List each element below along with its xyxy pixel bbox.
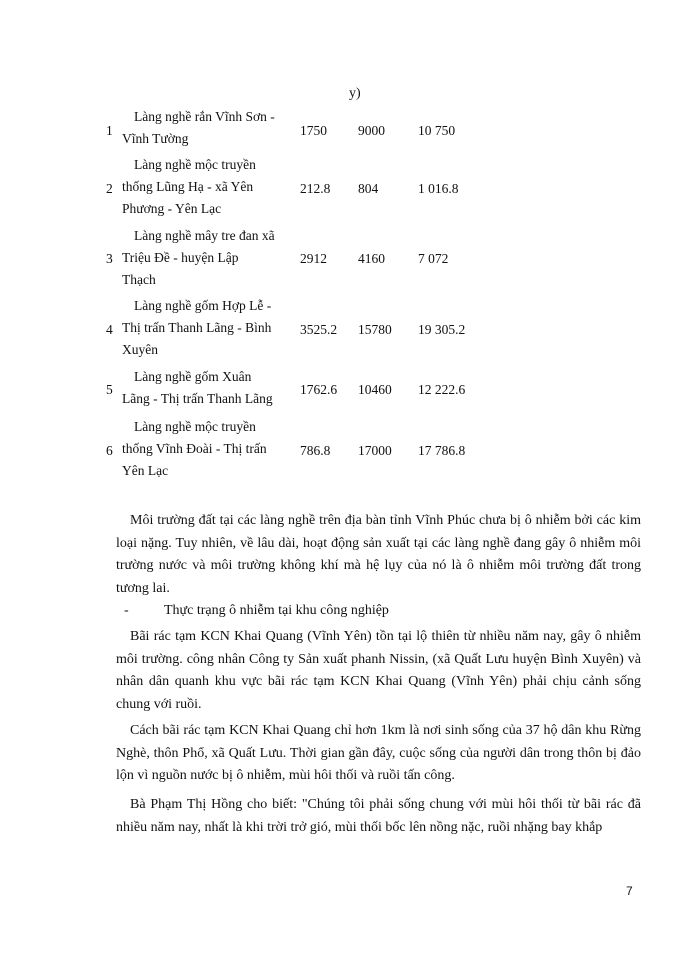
village-name bbox=[122, 106, 298, 150]
name-line: Lãng - Thị trấn Thanh Lãng bbox=[122, 391, 273, 406]
row-number: 3 bbox=[106, 251, 113, 266]
paragraph-landfill bbox=[116, 626, 641, 716]
paragraph-text: Bãi rác tạm KCN Khai Quang (Vĩnh Yên) tồn tại lộ thiên từ nhiều năm nay, gây ô nhiễm môi trường. công nhân Công ty Sản xuất phanh Nissin, (xã Quất Lưu huyện Bình Xuyên) và nhân dân quanh khu vực bãi rác tạm KCN Khai Quang (Vĩnh Yên) phải chịu cảnh sống chung với ruồi. bbox=[116, 629, 641, 712]
value-total: 12 222.6 bbox=[418, 382, 466, 397]
value-total: 7 072 bbox=[418, 251, 449, 266]
value-total: 1 016.8 bbox=[418, 181, 459, 196]
value-col1: 212.8 bbox=[300, 181, 331, 196]
name-line: Làng nghề mộc truyền bbox=[134, 419, 256, 434]
value-total: 17 786.8 bbox=[418, 443, 466, 458]
name-line: Thị trấn Thanh Lãng - Bình bbox=[122, 320, 272, 335]
name-line: Làng nghề mây tre đan xã bbox=[134, 228, 275, 243]
value-col2: 804 bbox=[358, 181, 379, 196]
value-col1: 2912 bbox=[300, 251, 327, 266]
value-col2: 10460 bbox=[358, 382, 392, 397]
name-line: Xuyên bbox=[122, 342, 158, 357]
value-col1: 1750 bbox=[300, 123, 327, 138]
row-number: 6 bbox=[106, 443, 113, 458]
name-line: thống Vĩnh Đoài - Thị trấn bbox=[122, 441, 267, 456]
name-line: Làng nghề gốm Hợp Lễ - bbox=[134, 298, 272, 313]
value-col1: 3525.2 bbox=[300, 322, 338, 337]
value-total: 19 305.2 bbox=[418, 322, 466, 337]
name-line: Triệu Đề - huyện Lập bbox=[122, 250, 239, 265]
paragraph-residents bbox=[116, 720, 641, 788]
row-number: 4 bbox=[106, 322, 113, 337]
paragraph-text: Cách bãi rác tạm KCN Khai Quang chỉ hơn 1km là nơi sinh sống của 37 hộ dân khu Rừng Nghè, thôn Phổ, xã Quất Lưu. Thời gian gần đây, cuộc sống của người dân trong thôn bị đảo lộn vì nguồn nước bị ô nhiễm, mùi hôi thối và ruồi tấn công. bbox=[116, 723, 641, 783]
village-name bbox=[122, 225, 298, 291]
paragraph-text: Môi trường đất tại các làng nghề trên địa bàn tỉnh Vĩnh Phúc chưa bị ô nhiễm bởi các kim loại nặng. Tuy nhiên, về lâu dài, hoạt động sản xuất tại các làng nghề đang gây ô nhiễm môi trường nước và môi trường không khí mà hệ lụy của nó là ô nhiễm môi trường đất trong tương lai. bbox=[116, 513, 641, 596]
value-total: 10 750 bbox=[418, 123, 456, 138]
value-col2: 4160 bbox=[358, 251, 385, 266]
village-name bbox=[122, 366, 298, 410]
village-name bbox=[122, 154, 298, 220]
row-number: 1 bbox=[106, 123, 113, 138]
paragraph-quote bbox=[116, 794, 641, 839]
table-continuation-header: y) bbox=[349, 86, 361, 101]
name-line: Làng nghề gốm Xuân bbox=[134, 369, 252, 384]
name-line: Yên Lạc bbox=[122, 463, 169, 478]
name-line: Làng nghề mộc truyền bbox=[134, 157, 256, 172]
village-name bbox=[122, 295, 298, 361]
value-col2: 17000 bbox=[358, 443, 392, 458]
value-col2: 15780 bbox=[358, 322, 392, 337]
name-line: Thạch bbox=[122, 272, 156, 287]
name-line: thống Lũng Hạ - xã Yên bbox=[122, 179, 254, 194]
row-number: 2 bbox=[106, 181, 113, 196]
name-line: Phương - Yên Lạc bbox=[122, 201, 222, 216]
value-col2: 9000 bbox=[358, 123, 385, 138]
name-line: Làng nghề rắn Vĩnh Sơn - bbox=[134, 109, 275, 124]
row-number: 5 bbox=[106, 382, 113, 397]
paragraph-soil-pollution bbox=[116, 510, 641, 600]
value-col1: 786.8 bbox=[300, 443, 331, 458]
name-line: Vĩnh Tường bbox=[122, 131, 189, 146]
paragraph-text: Bà Phạm Thị Hồng cho biết: "Chúng tôi phải sống chung với mùi hôi thối từ bãi rác đã nhiều năm nay, nhất là khi trời trở gió, mùi thối bốc lên nồng nặc, ruồi nhặng bay khắp bbox=[116, 797, 641, 835]
bullet-heading bbox=[116, 603, 389, 619]
village-name bbox=[122, 416, 298, 482]
bullet-dash: - bbox=[124, 603, 129, 618]
page-number: 7 bbox=[626, 884, 633, 898]
value-col1: 1762.6 bbox=[300, 382, 338, 397]
bullet-text: Thực trạng ô nhiễm tại khu công nghiệp bbox=[164, 603, 389, 618]
